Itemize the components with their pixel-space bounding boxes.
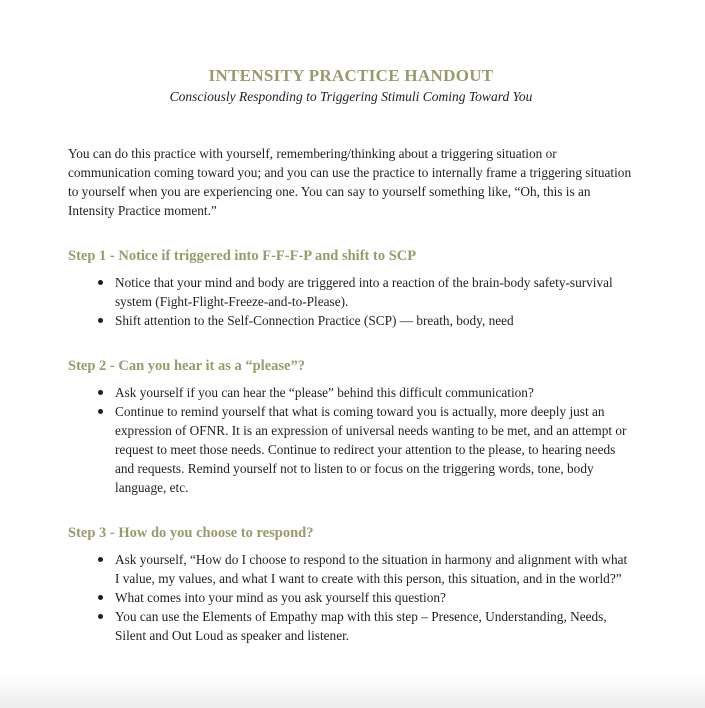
step-3-heading: Step 3 - How do you choose to respond? (68, 525, 314, 541)
bullet-dot-icon (98, 557, 103, 562)
document-header (68, 0, 634, 105)
bullet-text: Continue to remind yourself that what is coming toward you is actually, more deeply just an expression of OFNR. It is an expression of universal needs wanting to be met, and an attempt or request to meet those needs. Continue to redirect your attention to the please, to hearing needs and requests. Remind yourself not to listen to or focus on the triggering words, tone, body language, etc. (115, 404, 627, 495)
bullet-dot-icon (98, 595, 103, 600)
bullet-dot-icon (98, 614, 103, 619)
bullet-text: Notice that your mind and body are triggered into a reaction of the brain-body safety-survival system (Fight-Flight-Freeze-and-to-Please). (115, 275, 613, 309)
step-1-heading: Step 1 - Notice if triggered into F-F-F-P and shift to SCP (68, 248, 417, 264)
section-step-2 (68, 357, 634, 497)
bullet-dot-icon (98, 390, 103, 395)
bullet-item (97, 588, 634, 607)
step-2-heading: Step 2 - Can you hear it as a “please”? (68, 358, 305, 374)
bullet-text: Ask yourself, “How do I choose to respond to the situation in harmony and alignment with what I value, my values, and what I want to create with this person, this situation, and in the world?” (115, 552, 628, 586)
bullet-text: You can use the Elements of Empathy map with this step – Presence, Understanding, Needs, Silent and Out Loud as speaker and listener. (115, 609, 607, 643)
step-2-bullet-list (68, 383, 634, 497)
bullet-text: Ask yourself if you can hear the “please” behind this difficult communication? (115, 385, 534, 400)
bullet-item (97, 607, 634, 645)
bullet-item (97, 550, 634, 588)
bullet-dot-icon (98, 318, 103, 323)
section-step-1 (68, 247, 634, 330)
bullet-item (97, 311, 634, 330)
bullet-dot-icon (98, 409, 103, 414)
bullet-text: What comes into your mind as you ask yourself this question? (115, 590, 446, 605)
bullet-item (97, 402, 634, 497)
bullet-dot-icon (98, 280, 103, 285)
page-subtitle: Consciously Responding to Triggering Stimuli Coming Toward You (169, 89, 533, 104)
step-3-bullet-list (68, 550, 634, 645)
step-1-bullet-list (68, 273, 634, 330)
page-bottom-edge (0, 674, 705, 708)
bullet-item (97, 383, 634, 402)
bullet-text: Shift attention to the Self-Connection Practice (SCP) — breath, body, need (115, 313, 514, 328)
bullet-item (97, 273, 634, 311)
page-title: INTENSITY PRACTICE HANDOUT (208, 66, 494, 85)
intro-paragraph: You can do this practice with yourself, remembering/thinking about a triggering situation or communication coming toward you; and you can use the practice to internally frame a triggering situation to yourself when you are experiencing one. You can say to yourself something like, “Oh, this is an Intensity Practice moment.” (68, 146, 632, 218)
section-step-3 (68, 524, 634, 645)
